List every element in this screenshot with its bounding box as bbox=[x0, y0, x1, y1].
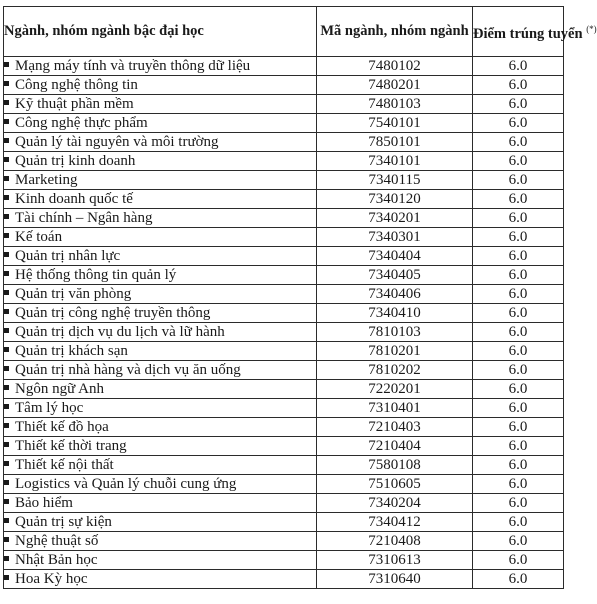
table-row bbox=[4, 266, 564, 285]
admission-score-cell: 6.0 bbox=[473, 190, 564, 209]
admission-score-cell: 6.0 bbox=[473, 57, 564, 76]
admission-score-cell: 6.0 bbox=[473, 456, 564, 475]
admission-score-cell: 6.0 bbox=[473, 418, 564, 437]
major-name-cell bbox=[4, 190, 317, 209]
square-bullet-icon bbox=[4, 385, 9, 390]
major-name-cell bbox=[4, 475, 317, 494]
major-code-cell: 7340410 bbox=[317, 304, 473, 323]
major-name-cell bbox=[4, 57, 317, 76]
table-row bbox=[4, 95, 564, 114]
major-code-cell: 7340301 bbox=[317, 228, 473, 247]
table-row bbox=[4, 513, 564, 532]
table-row bbox=[4, 437, 564, 456]
major-code-cell: 7310401 bbox=[317, 399, 473, 418]
table-row bbox=[4, 133, 564, 152]
major-name: Quản trị nhân lực bbox=[15, 248, 121, 264]
table-row bbox=[4, 399, 564, 418]
table-row bbox=[4, 228, 564, 247]
admission-scores-table bbox=[3, 6, 597, 589]
square-bullet-icon bbox=[4, 271, 9, 276]
admission-score-cell: 6.0 bbox=[473, 76, 564, 95]
square-bullet-icon bbox=[4, 347, 9, 352]
major-name: Hệ thống thông tin quản lý bbox=[15, 267, 177, 283]
table-row bbox=[4, 171, 564, 190]
square-bullet-icon bbox=[4, 309, 9, 314]
major-code-cell: 7480102 bbox=[317, 57, 473, 76]
major-name: Ngôn ngữ Anh bbox=[15, 381, 104, 397]
major-name-cell bbox=[4, 418, 317, 437]
major-name: Kinh doanh quốc tế bbox=[15, 191, 133, 207]
major-name: Mạng máy tính và truyền thông dữ liệu bbox=[15, 58, 251, 74]
major-code-cell: 7340204 bbox=[317, 494, 473, 513]
major-name: Quản trị sự kiện bbox=[15, 514, 112, 530]
major-name: Quản lý tài nguyên và môi trường bbox=[15, 134, 219, 150]
major-name-cell bbox=[4, 304, 317, 323]
table-row bbox=[4, 285, 564, 304]
major-code-cell: 7210404 bbox=[317, 437, 473, 456]
table-row bbox=[4, 361, 564, 380]
square-bullet-icon bbox=[4, 214, 9, 219]
square-bullet-icon bbox=[4, 100, 9, 105]
major-name-cell bbox=[4, 171, 317, 190]
table-row bbox=[4, 342, 564, 361]
square-bullet-icon bbox=[4, 404, 9, 409]
admission-score-cell: 6.0 bbox=[473, 475, 564, 494]
admission-score-cell: 6.0 bbox=[473, 171, 564, 190]
admission-score-cell: 6.0 bbox=[473, 551, 564, 570]
table-row bbox=[4, 152, 564, 171]
square-bullet-icon bbox=[4, 423, 9, 428]
table-row bbox=[4, 323, 564, 342]
table-body bbox=[4, 57, 564, 589]
major-code-cell: 7220201 bbox=[317, 380, 473, 399]
major-name: Thiết kế nội thất bbox=[15, 457, 114, 473]
admission-score-cell: 6.0 bbox=[473, 285, 564, 304]
admission-score-cell: 6.0 bbox=[473, 570, 564, 589]
major-code-cell: 7340406 bbox=[317, 285, 473, 304]
admission-score-cell: 6.0 bbox=[473, 437, 564, 456]
table-header bbox=[4, 7, 597, 57]
square-bullet-icon bbox=[4, 138, 9, 143]
major-name: Công nghệ thông tin bbox=[15, 77, 138, 93]
table-row bbox=[4, 418, 564, 437]
major-name: Quản trị công nghệ truyền thông bbox=[15, 305, 211, 321]
major-name-cell bbox=[4, 532, 317, 551]
square-bullet-icon bbox=[4, 518, 9, 523]
major-name: Thiết kế thời trang bbox=[15, 438, 127, 454]
major-name-cell bbox=[4, 228, 317, 247]
major-code-cell: 7310640 bbox=[317, 570, 473, 589]
major-name-cell bbox=[4, 133, 317, 152]
major-name: Logistics và Quản lý chuỗi cung ứng bbox=[15, 476, 237, 492]
admission-score-cell: 6.0 bbox=[473, 95, 564, 114]
major-name: Kỹ thuật phần mềm bbox=[15, 96, 134, 112]
admission-score-cell: 6.0 bbox=[473, 209, 564, 228]
major-code-cell: 7480103 bbox=[317, 95, 473, 114]
header-score-label: Điểm trúng tuyển bbox=[473, 25, 583, 42]
major-name-cell bbox=[4, 247, 317, 266]
square-bullet-icon bbox=[4, 480, 9, 485]
major-name-cell bbox=[4, 494, 317, 513]
header-code: Mã ngành, nhóm ngành bbox=[317, 7, 473, 57]
admission-score-cell: 6.0 bbox=[473, 399, 564, 418]
major-code-cell: 7340412 bbox=[317, 513, 473, 532]
major-name-cell bbox=[4, 361, 317, 380]
square-bullet-icon bbox=[4, 537, 9, 542]
major-code-cell: 7210403 bbox=[317, 418, 473, 437]
square-bullet-icon bbox=[4, 556, 9, 561]
admission-score-cell: 6.0 bbox=[473, 494, 564, 513]
major-code-cell: 7540101 bbox=[317, 114, 473, 133]
square-bullet-icon bbox=[4, 195, 9, 200]
major-code-cell: 7810201 bbox=[317, 342, 473, 361]
table-row bbox=[4, 76, 564, 95]
admission-score-cell: 6.0 bbox=[473, 323, 564, 342]
square-bullet-icon bbox=[4, 442, 9, 447]
major-name: Bảo hiểm bbox=[15, 495, 73, 511]
major-code-cell: 7340115 bbox=[317, 171, 473, 190]
major-name-cell bbox=[4, 152, 317, 171]
header-major: Ngành, nhóm ngành bậc đại học bbox=[4, 7, 317, 57]
square-bullet-icon bbox=[4, 575, 9, 580]
major-name-cell bbox=[4, 551, 317, 570]
major-name: Quản trị văn phòng bbox=[15, 286, 132, 302]
major-name: Kế toán bbox=[15, 229, 63, 245]
major-name: Quản trị dịch vụ du lịch và lữ hành bbox=[15, 324, 225, 340]
major-code-cell: 7340120 bbox=[317, 190, 473, 209]
major-name: Hoa Kỳ học bbox=[15, 571, 88, 587]
table-row bbox=[4, 247, 564, 266]
major-name: Quản trị khách sạn bbox=[15, 343, 128, 359]
major-name: Quản trị nhà hàng và dịch vụ ăn uống bbox=[15, 362, 241, 378]
table-row bbox=[4, 380, 564, 399]
square-bullet-icon bbox=[4, 176, 9, 181]
square-bullet-icon bbox=[4, 119, 9, 124]
square-bullet-icon bbox=[4, 81, 9, 86]
major-code-cell: 7810202 bbox=[317, 361, 473, 380]
major-name: Thiết kế đồ họa bbox=[15, 419, 109, 435]
major-code-cell: 7340101 bbox=[317, 152, 473, 171]
major-name: Nhật Bản học bbox=[15, 552, 98, 568]
major-code-cell: 7510605 bbox=[317, 475, 473, 494]
major-name-cell bbox=[4, 266, 317, 285]
admission-score-cell: 6.0 bbox=[473, 133, 564, 152]
major-name-cell bbox=[4, 570, 317, 589]
table-row bbox=[4, 304, 564, 323]
header-score bbox=[473, 7, 597, 57]
major-name-cell bbox=[4, 342, 317, 361]
major-name-cell bbox=[4, 76, 317, 95]
admission-score-cell: 6.0 bbox=[473, 361, 564, 380]
square-bullet-icon bbox=[4, 290, 9, 295]
table-row bbox=[4, 57, 564, 76]
table-row bbox=[4, 570, 564, 589]
header-row bbox=[4, 7, 564, 57]
square-bullet-icon bbox=[4, 252, 9, 257]
square-bullet-icon bbox=[4, 499, 9, 504]
admission-score-cell: 6.0 bbox=[473, 228, 564, 247]
square-bullet-icon bbox=[4, 157, 9, 162]
admission-score-cell: 6.0 bbox=[473, 152, 564, 171]
square-bullet-icon bbox=[4, 62, 9, 67]
admission-score-cell: 6.0 bbox=[473, 114, 564, 133]
major-name: Nghệ thuật số bbox=[15, 533, 99, 549]
admission-score-cell: 6.0 bbox=[473, 532, 564, 551]
major-name-cell bbox=[4, 380, 317, 399]
admission-score-cell: 6.0 bbox=[473, 342, 564, 361]
major-name-cell bbox=[4, 285, 317, 304]
major-code-cell: 7340201 bbox=[317, 209, 473, 228]
major-name-cell bbox=[4, 95, 317, 114]
table-row bbox=[4, 456, 564, 475]
table-row bbox=[4, 551, 564, 570]
major-name: Tài chính – Ngân hàng bbox=[15, 210, 153, 226]
admission-score-cell: 6.0 bbox=[473, 513, 564, 532]
admission-score-cell: 6.0 bbox=[473, 247, 564, 266]
table-row bbox=[4, 475, 564, 494]
major-code-cell: 7340404 bbox=[317, 247, 473, 266]
major-code-cell: 7850101 bbox=[317, 133, 473, 152]
major-name: Tâm lý học bbox=[15, 400, 84, 416]
major-code-cell: 7480201 bbox=[317, 76, 473, 95]
header-score-note: (*) bbox=[586, 23, 597, 34]
major-name-cell bbox=[4, 323, 317, 342]
table-row bbox=[4, 209, 564, 228]
table-row bbox=[4, 114, 564, 133]
admission-score-cell: 6.0 bbox=[473, 380, 564, 399]
table-row bbox=[4, 532, 564, 551]
major-name-cell bbox=[4, 114, 317, 133]
major-name-cell bbox=[4, 456, 317, 475]
table-row bbox=[4, 494, 564, 513]
major-name: Quản trị kinh doanh bbox=[15, 153, 136, 169]
major-code-cell: 7340405 bbox=[317, 266, 473, 285]
table-row bbox=[4, 190, 564, 209]
major-name-cell bbox=[4, 437, 317, 456]
admission-score-cell: 6.0 bbox=[473, 266, 564, 285]
major-code-cell: 7810103 bbox=[317, 323, 473, 342]
square-bullet-icon bbox=[4, 461, 9, 466]
square-bullet-icon bbox=[4, 233, 9, 238]
admission-score-cell: 6.0 bbox=[473, 304, 564, 323]
square-bullet-icon bbox=[4, 366, 9, 371]
major-code-cell: 7580108 bbox=[317, 456, 473, 475]
major-code-cell: 7210408 bbox=[317, 532, 473, 551]
major-code-cell: 7310613 bbox=[317, 551, 473, 570]
major-name-cell bbox=[4, 513, 317, 532]
major-name: Công nghệ thực phẩm bbox=[15, 115, 148, 131]
major-name: Marketing bbox=[15, 172, 78, 188]
square-bullet-icon bbox=[4, 328, 9, 333]
major-name-cell bbox=[4, 399, 317, 418]
major-name-cell bbox=[4, 209, 317, 228]
